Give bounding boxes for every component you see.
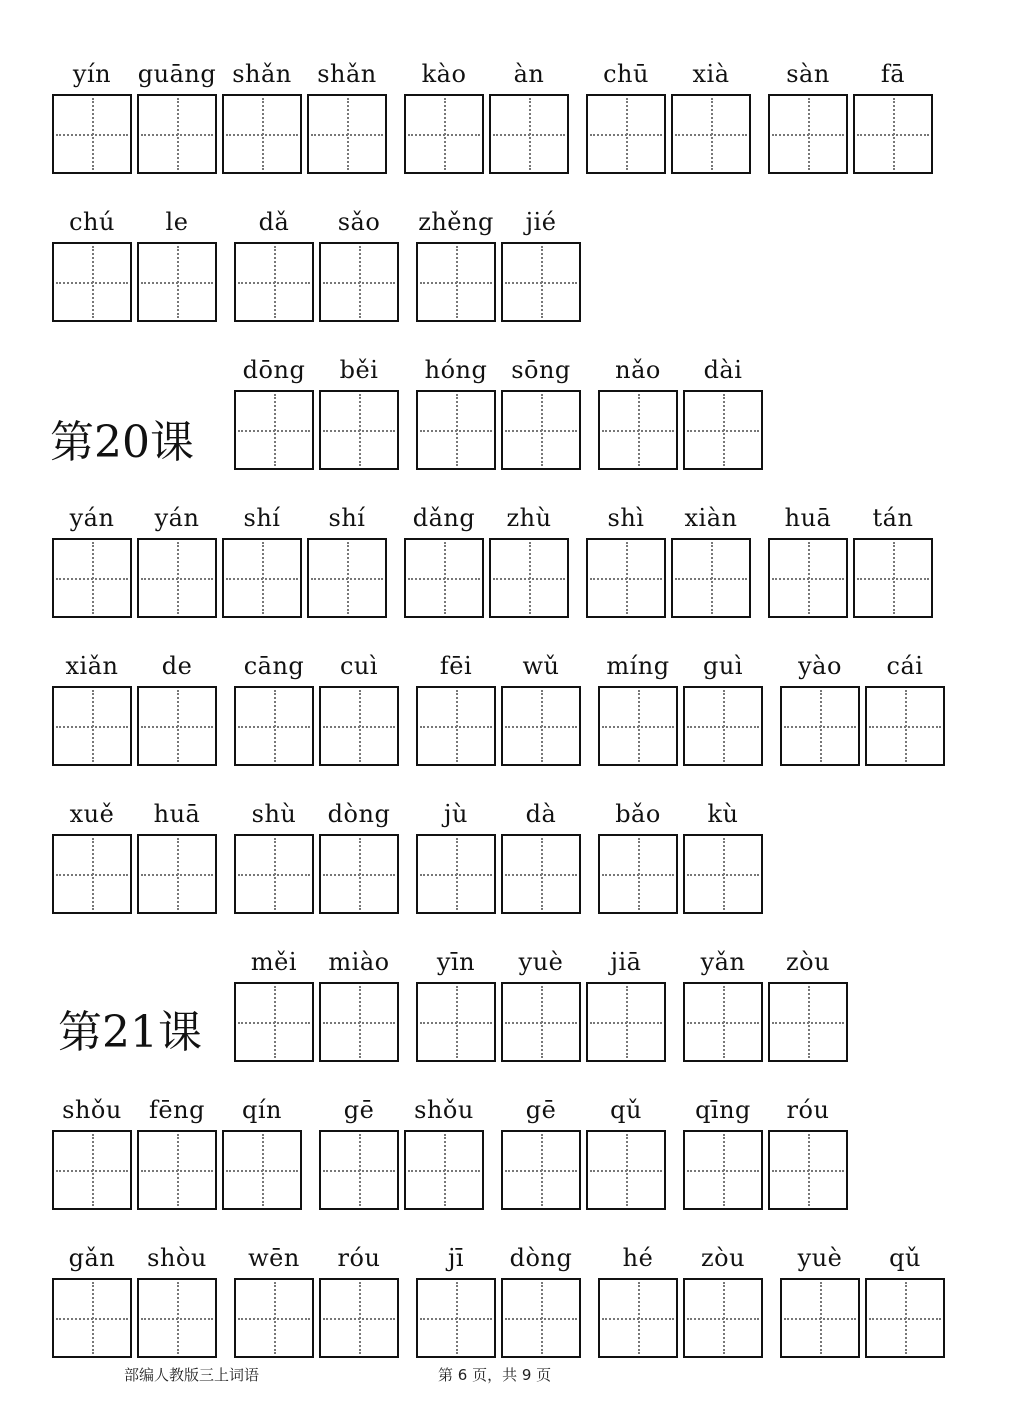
writing-grid-box[interactable] xyxy=(586,538,666,618)
pinyin-label: dōng xyxy=(242,356,306,384)
writing-grid-box[interactable] xyxy=(52,834,132,914)
pinyin-row xyxy=(0,502,1009,642)
writing-grid-box[interactable] xyxy=(52,538,132,618)
writing-grid-box[interactable] xyxy=(780,686,860,766)
pinyin-label: shí xyxy=(328,504,366,532)
pinyin-label: fēi xyxy=(439,652,473,680)
pinyin-label: yào xyxy=(798,652,842,680)
writing-grid-box[interactable] xyxy=(319,686,399,766)
writing-grid-box[interactable] xyxy=(137,242,217,322)
pinyin-label: qǔ xyxy=(610,1096,642,1124)
writing-grid-box[interactable] xyxy=(768,982,848,1062)
pinyin-label: chū xyxy=(603,60,649,88)
writing-grid-box[interactable] xyxy=(52,1278,132,1358)
pinyin-label: kù xyxy=(707,800,739,828)
pinyin-label: dài xyxy=(703,356,743,384)
pinyin-label: cāng xyxy=(243,652,305,680)
footer-book-title: 部编人教版三上词语 xyxy=(124,1366,260,1384)
pinyin-label: le xyxy=(165,208,189,236)
pinyin-label: zhěng xyxy=(418,208,494,236)
writing-grid-box[interactable] xyxy=(137,94,217,174)
writing-grid-box[interactable] xyxy=(416,1278,496,1358)
lesson-21-title: 第21课 xyxy=(58,1007,202,1058)
pinyin-label: běi xyxy=(339,356,379,384)
writing-grid-box[interactable] xyxy=(52,94,132,174)
pinyin-label: dǎng xyxy=(412,504,476,532)
pinyin-label: sǎo xyxy=(337,208,381,236)
pinyin-label: tán xyxy=(872,504,914,532)
writing-grid-box[interactable] xyxy=(501,390,581,470)
pinyin-label: jiā xyxy=(610,948,642,976)
pinyin-row xyxy=(0,946,1009,1086)
writing-grid-box[interactable] xyxy=(234,390,314,470)
writing-grid-box[interactable] xyxy=(416,834,496,914)
pinyin-label: wēn xyxy=(248,1244,300,1272)
pinyin-row xyxy=(0,58,1009,198)
writing-grid-box[interactable] xyxy=(598,390,678,470)
pinyin-label: yán xyxy=(154,504,200,532)
writing-grid-box[interactable] xyxy=(234,242,314,322)
pinyin-label: yuè xyxy=(797,1244,843,1272)
writing-grid-box[interactable] xyxy=(501,1278,581,1358)
pinyin-label: xiàn xyxy=(684,504,738,532)
pinyin-label: guì xyxy=(703,652,743,680)
writing-grid-box[interactable] xyxy=(683,982,763,1062)
writing-grid-box[interactable] xyxy=(319,834,399,914)
pinyin-label: shù xyxy=(251,800,297,828)
pinyin-label: yán xyxy=(69,504,115,532)
writing-grid-box[interactable] xyxy=(865,1278,945,1358)
pinyin-row xyxy=(0,206,1009,346)
writing-grid-box[interactable] xyxy=(768,94,848,174)
writing-grid-box[interactable] xyxy=(222,538,302,618)
pinyin-row xyxy=(0,1094,1009,1234)
writing-grid-box[interactable] xyxy=(319,1130,399,1210)
writing-grid-box[interactable] xyxy=(780,1278,860,1358)
pinyin-label: sōng xyxy=(511,356,571,384)
writing-grid-box[interactable] xyxy=(768,538,848,618)
writing-grid-box[interactable] xyxy=(137,1130,217,1210)
pinyin-label: shì xyxy=(607,504,645,532)
pinyin-label: xiǎn xyxy=(65,652,119,680)
writing-grid-box[interactable] xyxy=(404,1130,484,1210)
writing-grid-box[interactable] xyxy=(501,242,581,322)
pinyin-label: jié xyxy=(525,208,557,236)
writing-grid-box[interactable] xyxy=(137,538,217,618)
writing-grid-box[interactable] xyxy=(671,538,751,618)
writing-grid-box[interactable] xyxy=(598,1278,678,1358)
writing-grid-box[interactable] xyxy=(489,94,569,174)
writing-grid-box[interactable] xyxy=(137,834,217,914)
pinyin-label: huā xyxy=(784,504,832,532)
pinyin-label: yīn xyxy=(436,948,476,976)
pinyin-label: xuě xyxy=(69,800,115,828)
pinyin-label: xià xyxy=(692,60,730,88)
writing-grid-box[interactable] xyxy=(683,686,763,766)
pinyin-label: huā xyxy=(153,800,201,828)
pinyin-label: fēng xyxy=(149,1096,205,1124)
pinyin-row xyxy=(0,354,1009,494)
writing-grid-box[interactable] xyxy=(501,686,581,766)
lesson-20-title: 第20课 xyxy=(50,417,194,468)
writing-grid-box[interactable] xyxy=(683,1278,763,1358)
pinyin-label: guāng xyxy=(137,60,217,88)
writing-grid-box[interactable] xyxy=(501,1130,581,1210)
pinyin-label: bǎo xyxy=(615,800,661,828)
pinyin-row xyxy=(0,798,1009,938)
writing-grid-box[interactable] xyxy=(586,1130,666,1210)
writing-grid-box[interactable] xyxy=(853,94,933,174)
pinyin-label: yǎn xyxy=(700,948,746,976)
pinyin-label: yuè xyxy=(518,948,564,976)
pinyin-label: nǎo xyxy=(615,356,661,384)
writing-grid-box[interactable] xyxy=(501,834,581,914)
writing-grid-box[interactable] xyxy=(683,834,763,914)
pinyin-label: róu xyxy=(786,1096,830,1124)
writing-grid-box[interactable] xyxy=(598,834,678,914)
writing-grid-box[interactable] xyxy=(307,538,387,618)
writing-grid-box[interactable] xyxy=(683,1130,763,1210)
writing-grid-box[interactable] xyxy=(416,686,496,766)
pinyin-label: qín xyxy=(242,1096,282,1124)
pinyin-label: cuì xyxy=(339,652,379,680)
writing-grid-box[interactable] xyxy=(416,242,496,322)
pinyin-label: gē xyxy=(343,1096,375,1124)
writing-grid-box[interactable] xyxy=(865,686,945,766)
writing-grid-box[interactable] xyxy=(307,94,387,174)
writing-grid-box[interactable] xyxy=(319,242,399,322)
writing-grid-box[interactable] xyxy=(404,94,484,174)
writing-grid-box[interactable] xyxy=(768,1130,848,1210)
pinyin-label: sàn xyxy=(786,60,830,88)
pinyin-label: hé xyxy=(622,1244,654,1272)
pinyin-row xyxy=(0,1242,1009,1382)
pinyin-row xyxy=(0,650,1009,790)
writing-grid-box[interactable] xyxy=(234,1278,314,1358)
pinyin-label: jī xyxy=(447,1244,465,1272)
writing-grid-box[interactable] xyxy=(598,686,678,766)
writing-grid-box[interactable] xyxy=(52,242,132,322)
writing-grid-box[interactable] xyxy=(234,834,314,914)
pinyin-label: miào xyxy=(328,948,390,976)
pinyin-label: shǎn xyxy=(232,60,292,88)
writing-grid-box[interactable] xyxy=(234,686,314,766)
pinyin-label: róu xyxy=(337,1244,381,1272)
pinyin-label: fā xyxy=(880,60,906,88)
writing-grid-box[interactable] xyxy=(501,982,581,1062)
pinyin-label: zhù xyxy=(506,504,552,532)
pinyin-label: qǔ xyxy=(889,1244,921,1272)
writing-grid-box[interactable] xyxy=(489,538,569,618)
pinyin-label: qīng xyxy=(695,1096,751,1124)
pinyin-label: dǎ xyxy=(258,208,290,236)
pinyin-label: gē xyxy=(525,1096,557,1124)
pinyin-label: shǒu xyxy=(62,1096,122,1124)
pinyin-label: shǒu xyxy=(414,1096,474,1124)
writing-grid-box[interactable] xyxy=(319,1278,399,1358)
pinyin-label: yín xyxy=(72,60,112,88)
pinyin-label: gǎn xyxy=(68,1244,116,1272)
writing-grid-box[interactable] xyxy=(319,982,399,1062)
writing-grid-box[interactable] xyxy=(52,686,132,766)
pinyin-label: dòng xyxy=(509,1244,573,1272)
writing-grid-box[interactable] xyxy=(683,390,763,470)
writing-grid-box[interactable] xyxy=(671,94,751,174)
pinyin-label: àn xyxy=(513,60,545,88)
writing-grid-box[interactable] xyxy=(416,390,496,470)
pinyin-label: míng xyxy=(606,652,670,680)
pinyin-label: wǔ xyxy=(522,652,560,680)
writing-grid-box[interactable] xyxy=(137,1278,217,1358)
writing-grid-box[interactable] xyxy=(52,1130,132,1210)
pinyin-label: chú xyxy=(69,208,115,236)
pinyin-label: de xyxy=(161,652,193,680)
pinyin-label: měi xyxy=(250,948,298,976)
writing-grid-box[interactable] xyxy=(137,686,217,766)
pinyin-label: kào xyxy=(421,60,467,88)
pinyin-label: shǎn xyxy=(317,60,377,88)
pinyin-label: shòu xyxy=(147,1244,207,1272)
pinyin-label: zòu xyxy=(785,948,831,976)
writing-grid-box[interactable] xyxy=(853,538,933,618)
writing-grid-box[interactable] xyxy=(222,1130,302,1210)
pinyin-label: zòu xyxy=(700,1244,746,1272)
pinyin-label: dà xyxy=(525,800,557,828)
pinyin-label: shí xyxy=(243,504,281,532)
writing-grid-box[interactable] xyxy=(222,94,302,174)
pinyin-label: cái xyxy=(886,652,924,680)
footer-page-number: 第 6 页，共 9 页 xyxy=(438,1366,552,1384)
pinyin-label: hóng xyxy=(424,356,488,384)
writing-grid-box[interactable] xyxy=(319,390,399,470)
writing-grid-box[interactable] xyxy=(586,982,666,1062)
writing-grid-box[interactable] xyxy=(416,982,496,1062)
pinyin-label: jù xyxy=(444,800,468,828)
writing-grid-box[interactable] xyxy=(234,982,314,1062)
writing-grid-box[interactable] xyxy=(404,538,484,618)
writing-grid-box[interactable] xyxy=(586,94,666,174)
pinyin-label: dòng xyxy=(327,800,391,828)
